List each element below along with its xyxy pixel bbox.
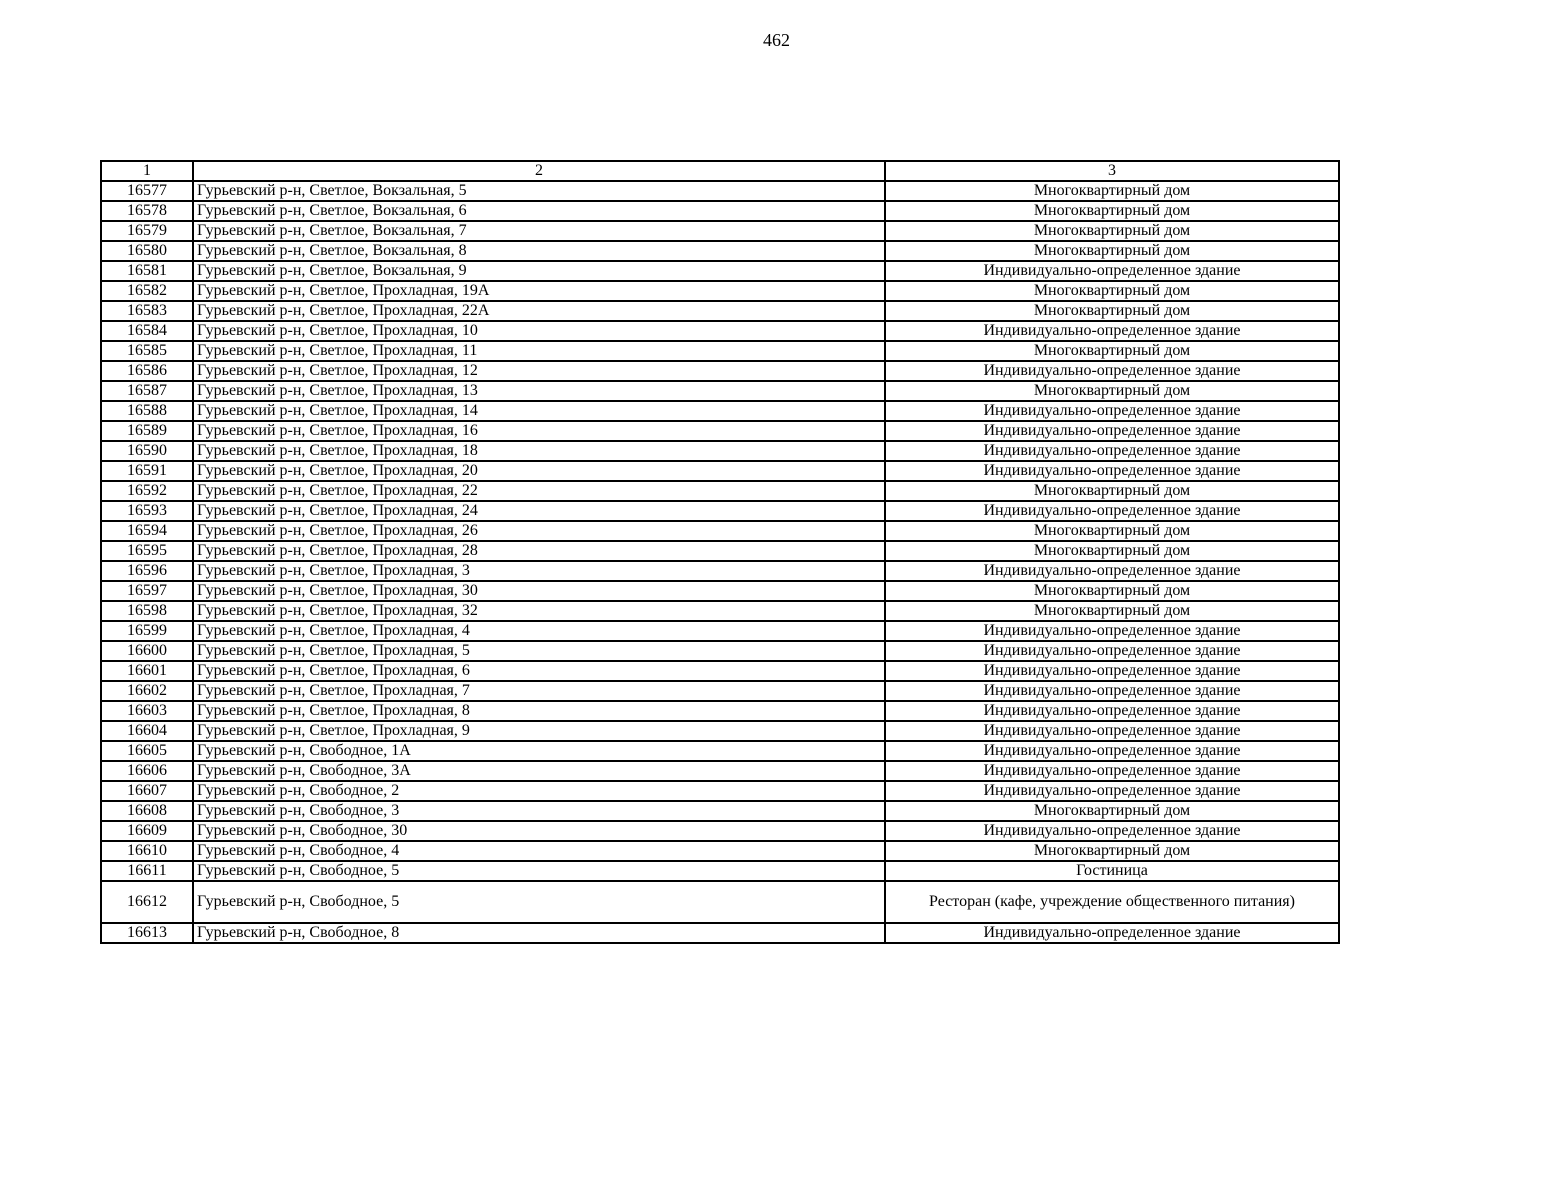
row-id-cell: 16603	[101, 701, 193, 721]
table-row	[101, 841, 1339, 861]
row-address-cell: Гурьевский р-н, Светлое, Прохладная, 26	[193, 521, 885, 541]
table-row	[101, 461, 1339, 481]
row-type-cell: Многоквартирный дом	[885, 201, 1339, 221]
row-address-cell: Гурьевский р-н, Светлое, Прохладная, 18	[193, 441, 885, 461]
row-address-cell: Гурьевский р-н, Свободное, 3А	[193, 761, 885, 781]
row-type-cell: Многоквартирный дом	[885, 581, 1339, 601]
table-row	[101, 801, 1339, 821]
table-row	[101, 601, 1339, 621]
row-type-cell: Многоквартирный дом	[885, 221, 1339, 241]
table-row	[101, 201, 1339, 221]
row-address-cell: Гурьевский р-н, Светлое, Вокзальная, 7	[193, 221, 885, 241]
row-address-cell: Гурьевский р-н, Свободное, 3	[193, 801, 885, 821]
table-header-row	[101, 161, 1339, 181]
row-id-cell: 16584	[101, 321, 193, 341]
row-id-cell: 16602	[101, 681, 193, 701]
table-row	[101, 321, 1339, 341]
row-type-cell: Индивидуально-определенное здание	[885, 621, 1339, 641]
row-id-cell: 16601	[101, 661, 193, 681]
table-row	[101, 881, 1339, 923]
row-id-cell: 16606	[101, 761, 193, 781]
row-id-cell: 16595	[101, 541, 193, 561]
row-id-cell: 16588	[101, 401, 193, 421]
row-address-cell: Гурьевский р-н, Светлое, Прохладная, 5	[193, 641, 885, 661]
row-address-cell: Гурьевский р-н, Светлое, Прохладная, 28	[193, 541, 885, 561]
row-address-cell: Гурьевский р-н, Светлое, Прохладная, 8	[193, 701, 885, 721]
row-address-cell: Гурьевский р-н, Свободное, 1А	[193, 741, 885, 761]
row-address-cell: Гурьевский р-н, Свободное, 30	[193, 821, 885, 841]
row-id-cell: 16580	[101, 241, 193, 261]
table-row	[101, 621, 1339, 641]
row-address-cell: Гурьевский р-н, Светлое, Вокзальная, 9	[193, 261, 885, 281]
row-id-cell: 16585	[101, 341, 193, 361]
row-type-cell: Индивидуально-определенное здание	[885, 701, 1339, 721]
row-id-cell: 16581	[101, 261, 193, 281]
row-id-cell: 16610	[101, 841, 193, 861]
row-id-cell: 16609	[101, 821, 193, 841]
row-type-cell: Индивидуально-определенное здание	[885, 681, 1339, 701]
table-row	[101, 661, 1339, 681]
row-address-cell: Гурьевский р-н, Светлое, Прохладная, 4	[193, 621, 885, 641]
row-type-cell: Многоквартирный дом	[885, 181, 1339, 201]
table-row	[101, 301, 1339, 321]
table-row	[101, 401, 1339, 421]
row-id-cell: 16590	[101, 441, 193, 461]
row-type-cell: Многоквартирный дом	[885, 301, 1339, 321]
column-header-3: 3	[885, 161, 1339, 181]
row-id-cell: 16587	[101, 381, 193, 401]
row-id-cell: 16600	[101, 641, 193, 661]
row-id-cell: 16608	[101, 801, 193, 821]
row-type-cell: Многоквартирный дом	[885, 521, 1339, 541]
table-row	[101, 861, 1339, 881]
row-address-cell: Гурьевский р-н, Свободное, 4	[193, 841, 885, 861]
table-row	[101, 221, 1339, 241]
row-address-cell: Гурьевский р-н, Светлое, Вокзальная, 6	[193, 201, 885, 221]
row-type-cell: Многоквартирный дом	[885, 341, 1339, 361]
row-id-cell: 16613	[101, 923, 193, 943]
row-address-cell: Гурьевский р-н, Светлое, Вокзальная, 8	[193, 241, 885, 261]
row-id-cell: 16586	[101, 361, 193, 381]
row-id-cell: 16578	[101, 201, 193, 221]
row-id-cell: 16597	[101, 581, 193, 601]
row-address-cell: Гурьевский р-н, Светлое, Прохладная, 32	[193, 601, 885, 621]
row-type-cell: Индивидуально-определенное здание	[885, 721, 1339, 741]
row-address-cell: Гурьевский р-н, Светлое, Прохладная, 12	[193, 361, 885, 381]
row-id-cell: 16604	[101, 721, 193, 741]
row-id-cell: 16577	[101, 181, 193, 201]
row-address-cell: Гурьевский р-н, Светлое, Прохладная, 14	[193, 401, 885, 421]
row-address-cell: Гурьевский р-н, Свободное, 8	[193, 923, 885, 943]
row-address-cell: Гурьевский р-н, Свободное, 5	[193, 881, 885, 923]
row-address-cell: Гурьевский р-н, Светлое, Прохладная, 10	[193, 321, 885, 341]
table-row	[101, 561, 1339, 581]
row-id-cell: 16599	[101, 621, 193, 641]
row-id-cell: 16592	[101, 481, 193, 501]
row-type-cell: Индивидуально-определенное здание	[885, 761, 1339, 781]
row-type-cell: Индивидуально-определенное здание	[885, 561, 1339, 581]
table-row	[101, 281, 1339, 301]
row-type-cell: Многоквартирный дом	[885, 841, 1339, 861]
row-type-cell: Индивидуально-определенное здание	[885, 821, 1339, 841]
table-row	[101, 181, 1339, 201]
table-row	[101, 541, 1339, 561]
row-type-cell: Индивидуально-определенное здание	[885, 661, 1339, 681]
table-row	[101, 441, 1339, 461]
column-header-1: 1	[101, 161, 193, 181]
row-id-cell: 16607	[101, 781, 193, 801]
table-row	[101, 681, 1339, 701]
table-row	[101, 381, 1339, 401]
row-id-cell: 16611	[101, 861, 193, 881]
table-row	[101, 741, 1339, 761]
table-row	[101, 641, 1339, 661]
row-address-cell: Гурьевский р-н, Свободное, 5	[193, 861, 885, 881]
row-type-cell: Индивидуально-определенное здание	[885, 641, 1339, 661]
row-address-cell: Гурьевский р-н, Свободное, 2	[193, 781, 885, 801]
row-type-cell: Индивидуально-определенное здание	[885, 923, 1339, 943]
page-number: 462	[763, 30, 790, 50]
row-address-cell: Гурьевский р-н, Светлое, Прохладная, 22А	[193, 301, 885, 321]
row-type-cell: Индивидуально-определенное здание	[885, 421, 1339, 441]
row-address-cell: Гурьевский р-н, Светлое, Прохладная, 3	[193, 561, 885, 581]
row-type-cell: Многоквартирный дом	[885, 281, 1339, 301]
row-id-cell: 16582	[101, 281, 193, 301]
row-address-cell: Гурьевский р-н, Светлое, Прохладная, 6	[193, 661, 885, 681]
row-id-cell: 16593	[101, 501, 193, 521]
row-address-cell: Гурьевский р-н, Светлое, Прохладная, 13	[193, 381, 885, 401]
row-type-cell: Индивидуально-определенное здание	[885, 741, 1339, 761]
row-address-cell: Гурьевский р-н, Светлое, Прохладная, 19А	[193, 281, 885, 301]
table-row	[101, 501, 1339, 521]
table-row	[101, 421, 1339, 441]
row-id-cell: 16591	[101, 461, 193, 481]
property-table	[100, 160, 1340, 944]
row-type-cell: Индивидуально-определенное здание	[885, 441, 1339, 461]
row-type-cell: Индивидуально-определенное здание	[885, 261, 1339, 281]
row-type-cell: Многоквартирный дом	[885, 541, 1339, 561]
row-address-cell: Гурьевский р-н, Светлое, Прохладная, 20	[193, 461, 885, 481]
row-id-cell: 16589	[101, 421, 193, 441]
table-row	[101, 241, 1339, 261]
table-body	[101, 181, 1339, 943]
row-address-cell: Гурьевский р-н, Светлое, Прохладная, 7	[193, 681, 885, 701]
column-header-2: 2	[193, 161, 885, 181]
row-type-cell: Индивидуально-определенное здание	[885, 781, 1339, 801]
table-row	[101, 761, 1339, 781]
row-type-cell: Гостиница	[885, 861, 1339, 881]
row-id-cell: 16594	[101, 521, 193, 541]
row-address-cell: Гурьевский р-н, Светлое, Прохладная, 16	[193, 421, 885, 441]
row-type-cell: Многоквартирный дом	[885, 241, 1339, 261]
row-type-cell: Индивидуально-определенное здание	[885, 501, 1339, 521]
table-row	[101, 781, 1339, 801]
row-id-cell: 16583	[101, 301, 193, 321]
table-row	[101, 341, 1339, 361]
table-row	[101, 481, 1339, 501]
table-row	[101, 521, 1339, 541]
table-row	[101, 261, 1339, 281]
row-address-cell: Гурьевский р-н, Светлое, Прохладная, 24	[193, 501, 885, 521]
table-row	[101, 721, 1339, 741]
table-row	[101, 361, 1339, 381]
table-row	[101, 701, 1339, 721]
row-id-cell: 16612	[101, 881, 193, 923]
row-type-cell: Многоквартирный дом	[885, 801, 1339, 821]
row-type-cell: Ресторан (кафе, учреждение общественного питания)	[885, 881, 1339, 923]
table-row	[101, 581, 1339, 601]
row-address-cell: Гурьевский р-н, Светлое, Вокзальная, 5	[193, 181, 885, 201]
table-row	[101, 821, 1339, 841]
row-type-cell: Многоквартирный дом	[885, 601, 1339, 621]
row-type-cell: Многоквартирный дом	[885, 481, 1339, 501]
row-id-cell: 16605	[101, 741, 193, 761]
row-id-cell: 16598	[101, 601, 193, 621]
row-address-cell: Гурьевский р-н, Светлое, Прохладная, 11	[193, 341, 885, 361]
row-id-cell: 16579	[101, 221, 193, 241]
row-type-cell: Индивидуально-определенное здание	[885, 321, 1339, 341]
row-type-cell: Индивидуально-определенное здание	[885, 401, 1339, 421]
row-address-cell: Гурьевский р-н, Светлое, Прохладная, 22	[193, 481, 885, 501]
row-type-cell: Индивидуально-определенное здание	[885, 361, 1339, 381]
row-address-cell: Гурьевский р-н, Светлое, Прохладная, 30	[193, 581, 885, 601]
table-row	[101, 923, 1339, 943]
row-address-cell: Гурьевский р-н, Светлое, Прохладная, 9	[193, 721, 885, 741]
row-type-cell: Многоквартирный дом	[885, 381, 1339, 401]
row-id-cell: 16596	[101, 561, 193, 581]
row-type-cell: Индивидуально-определенное здание	[885, 461, 1339, 481]
